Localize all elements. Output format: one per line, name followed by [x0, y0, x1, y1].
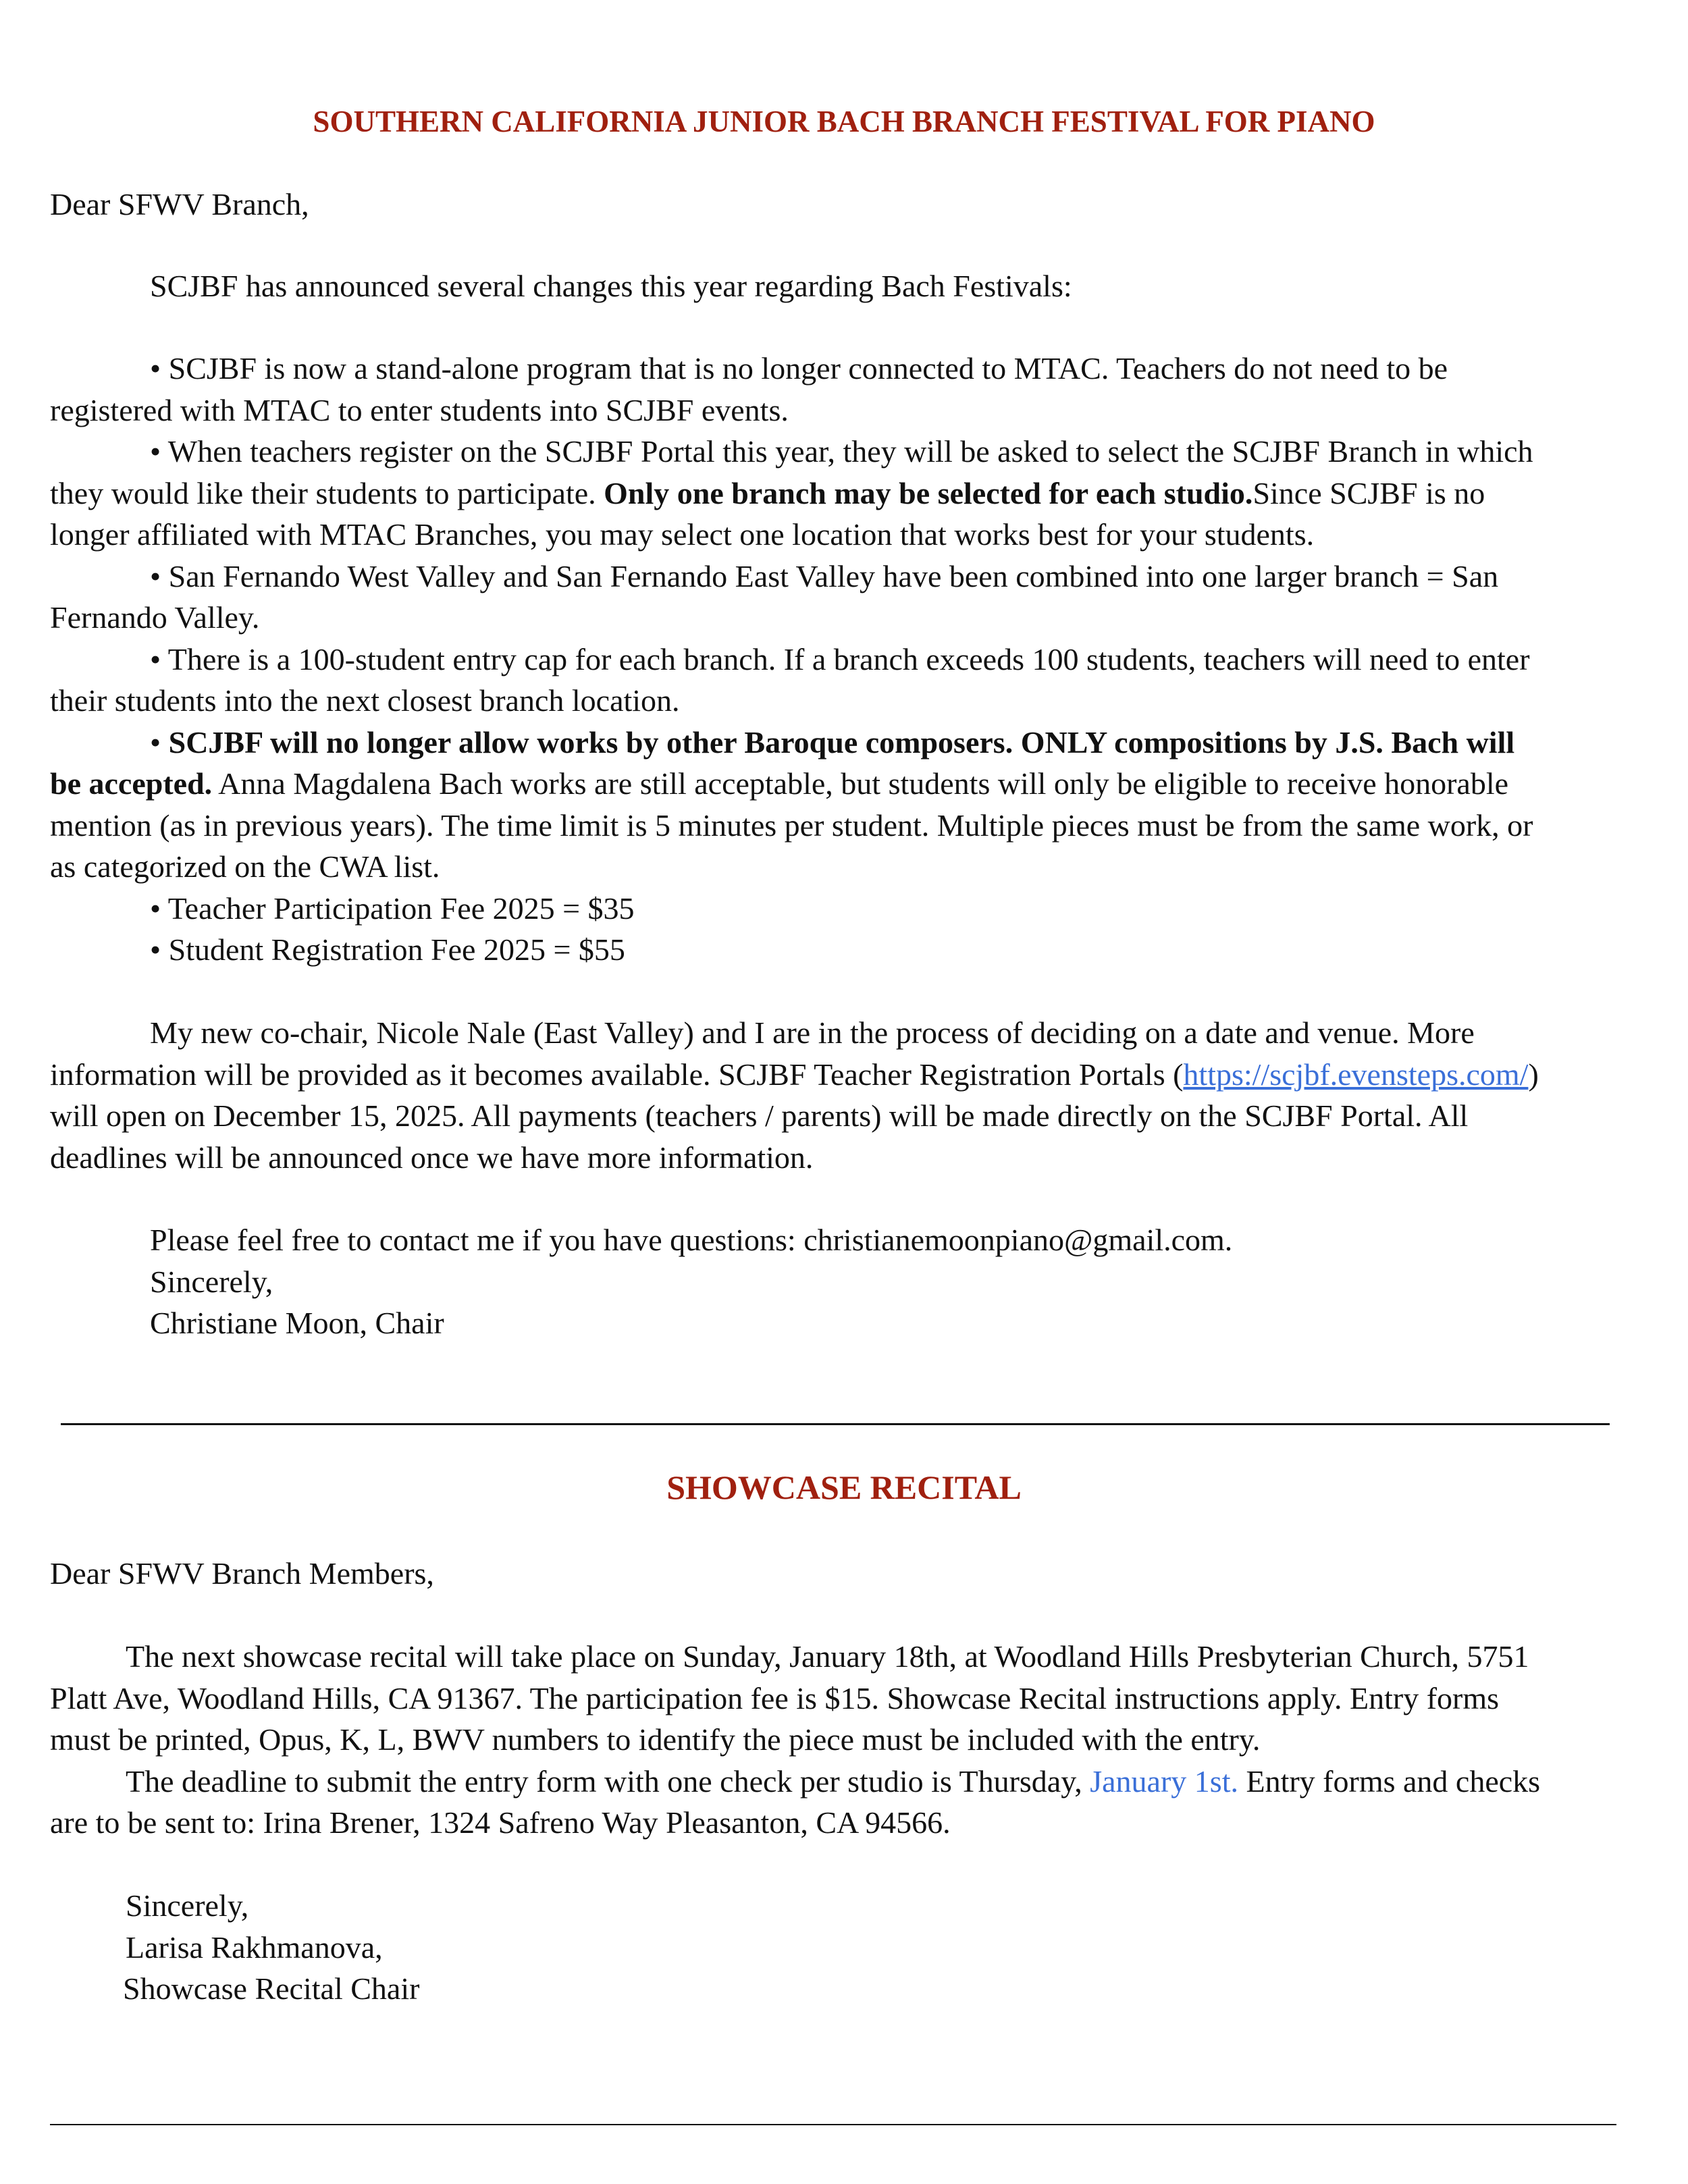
bach-update-paragraph: My new co-chair, Nicole Nale (East Valley) and I are in the process of deciding on a date and venue. More information will be provided as it becomes available. SCJBF Teacher Registration Portals (https://scjbf.evensteps.com/) will open on December 15, 2025. All payments (teachers / parents) will be made directly on the SCJBF Portal. All deadlines will be announced once we have more information. — [50, 1015, 1539, 1175]
scjbf-portal-link[interactable]: https://scjbf.evensteps.com/ — [1183, 1057, 1529, 1092]
recital-chair-name: Larisa Rakhmanova, — [126, 1929, 383, 1965]
showcase-recital-title: SHOWCASE RECITAL — [666, 1468, 1022, 1506]
bach-festival-title: SOUTHERN CALIFORNIA JUNIOR BACH BRANCH FESTIVAL FOR PIANO — [313, 105, 1375, 138]
teacher-fee: • Teacher Participation Fee 2025 = $35 — [150, 890, 635, 926]
bullet-portal-branch: • When teachers register on the SCJBF Portal this year, they will be asked to select the SCJBF Branch in which — [150, 434, 1533, 469]
contact-line: Please feel free to contact me if you have questions: christianemoonpiano@gmail.com. — [150, 1223, 1233, 1257]
bottom-divider — [50, 2124, 1616, 2125]
recital-chair-role: Showcase Recital Chair — [123, 1971, 420, 2006]
bullet-entry-cap: • There is a 100-student entry cap for each branch. If a branch exceeds 100 students, teachers will need to enter — [150, 641, 1530, 676]
bach-salutation: Dear SFWV Branch, — [50, 187, 309, 221]
bach-bullet-list: • SCJBF is now a stand-alone program that is no longer connected to MTAC. Teachers do not need to be registered with MTAC to enter students into SCJBF events. • When teachers register on the SCJBF Portal this year, they will be asked to select the SCJBF Branch in which they would like their students to participate. Only one branch may be selected for each studio.Since SCJBF is no longer affiliated with MTAC Branches, you may select one location that works best for your students. • San Fernando West Valley and San Fernando East Valley have been combined into one larger branch = San Fernando Valley. • There is a 100-student entry cap for each branch. If a branch exceeds 100 students, teachers will need to enter their students into the next closest branch location. • SCJBF will no longer allow works by other Baroque composers. ONLY compositions by J.S. Bach will be accepted. Anna Magdalena Bach works are still acceptable, but students will only be eligible to receive honorable mention (as in previous years). The time limit is 5 minutes per student. Multiple pieces must be from the same work, or as categorized on the CWA list. • Teacher Participation Fee 2025 = $35 • Student Registration Fee 2025 = $55 — [50, 348, 1643, 971]
recital-body: The next showcase recital will take place on Sunday, January 18th, at Woodland Hills Presbyterian Church, 5751 Platt Ave, Woodland Hills, CA 91367. The participation fee is $15. Showcase Recital instructions apply. Entry forms must be printed, Opus, K, L, BWV numbers to identify the piece must be included with the entry. The deadline to submit the entry form with one check per studio is Thursday, January 1st. Entry forms and checks are to be sent to: Irina Brener, 1324 Safreno Way Pleasanton, CA 94566. — [50, 1639, 1541, 1840]
bach-signoff: Please feel free to contact me if you have questions: christianemoonpiano@gmail.com. Sincerely, Christiane Moon, Chair — [50, 1219, 1643, 1344]
bullet-branch-merge: • San Fernando West Valley and San Fernando East Valley have been combined into one larger branch = San — [150, 558, 1499, 593]
bach-intro: SCJBF has announced several changes this year regarding Bach Festivals: — [150, 269, 1072, 303]
deadline-date: January 1st. — [1090, 1763, 1238, 1799]
recital-salutation: Dear SFWV Branch Members, — [50, 1556, 434, 1591]
recital-signoff: Sincerely, Larisa Rakhmanova, Showcase Recital Chair — [50, 1885, 1643, 2010]
bullet-standalone: • SCJBF is now a stand-alone program that is no longer connected to MTAC. Teachers do not need to be — [150, 351, 1448, 385]
section-divider — [61, 1423, 1610, 1425]
student-fee: • Student Registration Fee 2025 = $55 — [150, 932, 625, 967]
signature: Christiane Moon, Chair — [150, 1306, 444, 1340]
bullet-bach-only: • SCJBF will no longer allow works by other Baroque composers. ONLY compositions by J.S. Bach will — [150, 724, 1515, 760]
